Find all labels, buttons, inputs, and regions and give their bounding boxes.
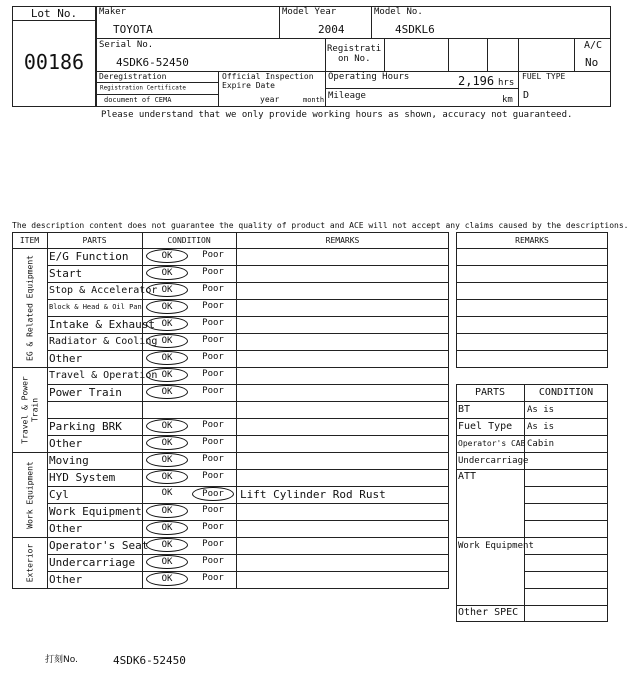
ac-value: No xyxy=(585,56,599,69)
column-header-remarks: REMARKS xyxy=(325,236,360,245)
condition-ok-selected: OK xyxy=(146,453,188,467)
spec-part: Operator's CAB xyxy=(458,439,526,448)
condition-ok-selected: OK xyxy=(146,300,188,314)
condition-poor: Poor xyxy=(202,522,224,532)
part-label: Operator's Seat xyxy=(49,539,149,552)
condition-ok-selected: OK xyxy=(146,283,188,297)
condition-poor: Poor xyxy=(202,284,224,294)
group-label-exterior: Exterior xyxy=(25,543,35,583)
part-label: Stop & Accelerator xyxy=(49,285,158,296)
inspection-label-1: Official Inspection xyxy=(222,72,314,81)
condition-poor: Poor xyxy=(202,369,224,379)
parts-header: PARTS xyxy=(474,387,506,398)
fuel-type-label: FUEL TYPE xyxy=(522,72,566,81)
condition-poor: Poor xyxy=(202,301,224,311)
spec-condition: Cabin xyxy=(527,439,555,449)
group-label-travel-2: Train xyxy=(30,397,40,423)
year-label: year xyxy=(260,95,280,104)
condition-header: CONDITION xyxy=(538,387,594,398)
part-label: Block & Head & Oil Pan xyxy=(49,303,142,311)
condition-ok-selected: OK xyxy=(146,368,188,382)
spec-part: BT xyxy=(458,404,471,415)
deregistration-label: Deregistration xyxy=(99,72,167,81)
month-label: month xyxy=(303,96,325,104)
fuel-type-value: D xyxy=(523,90,530,101)
condition-poor: Poor xyxy=(202,352,224,362)
condition-poor: Poor xyxy=(202,437,224,447)
stamp-label: 打刻No. xyxy=(45,655,78,665)
part-label: Intake & Exhaust xyxy=(49,318,155,331)
condition-poor: Poor xyxy=(202,539,224,549)
remark-text: Lift Cylinder Rod Rust xyxy=(240,488,386,501)
condition-poor: Poor xyxy=(202,250,224,260)
condition-ok-selected: OK xyxy=(146,521,188,535)
condition-poor: Poor xyxy=(202,267,224,277)
work-equipment-label: Work Equipment xyxy=(458,541,534,551)
maker-value: TOYOTA xyxy=(113,23,153,36)
registration-label-2: on No. xyxy=(338,54,371,64)
condition-poor: Poor xyxy=(202,420,224,430)
other-spec-label: Other SPEC xyxy=(458,607,519,618)
condition-ok-selected: OK xyxy=(146,572,188,586)
condition-poor: Poor xyxy=(202,505,224,515)
column-header-parts: PARTS xyxy=(82,236,107,245)
part-label: Other xyxy=(49,573,83,586)
model-year-label: Model Year xyxy=(282,7,337,17)
spec-part: ATT xyxy=(458,471,477,482)
part-label: Travel & Operation xyxy=(49,370,158,381)
condition-ok-selected: OK xyxy=(146,419,188,433)
part-label: Radiator & Cooling xyxy=(49,336,158,347)
lot-number: 00186 xyxy=(23,50,85,74)
operating-hours-value: 2,196 xyxy=(458,74,495,88)
part-label: Work Equipment xyxy=(49,505,142,518)
spec-condition: As is xyxy=(527,405,555,415)
column-header-condition: CONDITION xyxy=(167,236,211,245)
model-no-value: 4SDKL6 xyxy=(395,23,435,36)
group-label-travel-1: Travel & Power xyxy=(20,376,30,444)
condition-poor: Poor xyxy=(202,335,224,345)
part-label: HYD System xyxy=(49,471,116,484)
condition-ok-selected: OK xyxy=(146,317,188,331)
remarks-header: REMARKS xyxy=(515,236,549,245)
part-label: Other xyxy=(49,352,83,365)
serial-value: 4SDK6-52450 xyxy=(116,56,189,69)
spec-part: Fuel Type xyxy=(458,421,513,432)
condition-ok: OK xyxy=(161,488,173,498)
part-label: Cyl xyxy=(49,488,69,501)
serial-label: Serial No. xyxy=(99,40,154,50)
condition-poor: Poor xyxy=(202,454,224,464)
reg-certificate-label: Registration Certificate xyxy=(100,84,186,91)
mileage-label: Mileage xyxy=(328,91,366,101)
hours-notice: Please understand that we only provide working hours as shown, accuracy not guaranteed. xyxy=(101,110,573,120)
part-label: Moving xyxy=(49,454,89,467)
operating-hours-label: Operating Hours xyxy=(328,72,410,82)
part-label: Power Train xyxy=(49,386,122,399)
group-label-eg: EG & Related Equipment xyxy=(25,255,35,361)
stamp-value: 4SDK6-52450 xyxy=(113,654,186,667)
condition-poor: Poor xyxy=(202,573,224,583)
part-label: Parking BRK xyxy=(49,420,122,433)
condition-poor: Poor xyxy=(202,318,224,328)
condition-ok-selected: OK xyxy=(146,334,188,348)
registration-label-1: Registrati xyxy=(327,44,382,54)
condition-ok-selected: OK xyxy=(146,504,188,518)
part-label: Start xyxy=(49,267,83,280)
column-header-item: ITEM xyxy=(19,236,40,245)
condition-poor: Poor xyxy=(202,556,224,566)
model-year-value: 2004 xyxy=(318,23,345,36)
condition-ok-selected: OK xyxy=(146,436,188,450)
part-label: Other xyxy=(49,522,83,535)
condition-ok-selected: OK xyxy=(146,351,188,365)
km-unit: km xyxy=(502,95,513,105)
lot-label: Lot No. xyxy=(30,7,78,20)
hrs-unit: hrs xyxy=(498,78,515,88)
condition-ok-selected: OK xyxy=(146,249,188,263)
maker-label: Maker xyxy=(99,7,127,17)
model-no-label: Model No. xyxy=(374,7,423,17)
spec-condition: As is xyxy=(527,422,555,432)
condition-ok-selected: OK xyxy=(146,470,188,484)
part-label: Other xyxy=(49,437,83,450)
inspection-label-2: Expire Date xyxy=(222,81,275,90)
part-label: Undercarriage xyxy=(49,556,136,569)
group-label-work: Work Equipment xyxy=(25,461,35,529)
cema-doc-label: document of CEMA xyxy=(104,96,172,104)
condition-ok-selected: OK xyxy=(146,266,188,280)
condition-poor: Poor xyxy=(202,386,224,396)
condition-ok-selected: OK xyxy=(146,385,188,399)
condition-poor: Poor xyxy=(202,471,224,481)
ac-label: A/C xyxy=(584,40,603,51)
part-label: E/G Function xyxy=(49,250,129,263)
condition-ok-selected: OK xyxy=(146,538,188,552)
condition-poor-selected: Poor xyxy=(192,487,234,501)
spec-part: Undercarriage xyxy=(458,456,529,466)
disclaimer-text: The description content does not guarantee the quality of product and ACE will not accept any claims caused by the descriptions. xyxy=(12,221,629,230)
condition-ok-selected: OK xyxy=(146,555,188,569)
